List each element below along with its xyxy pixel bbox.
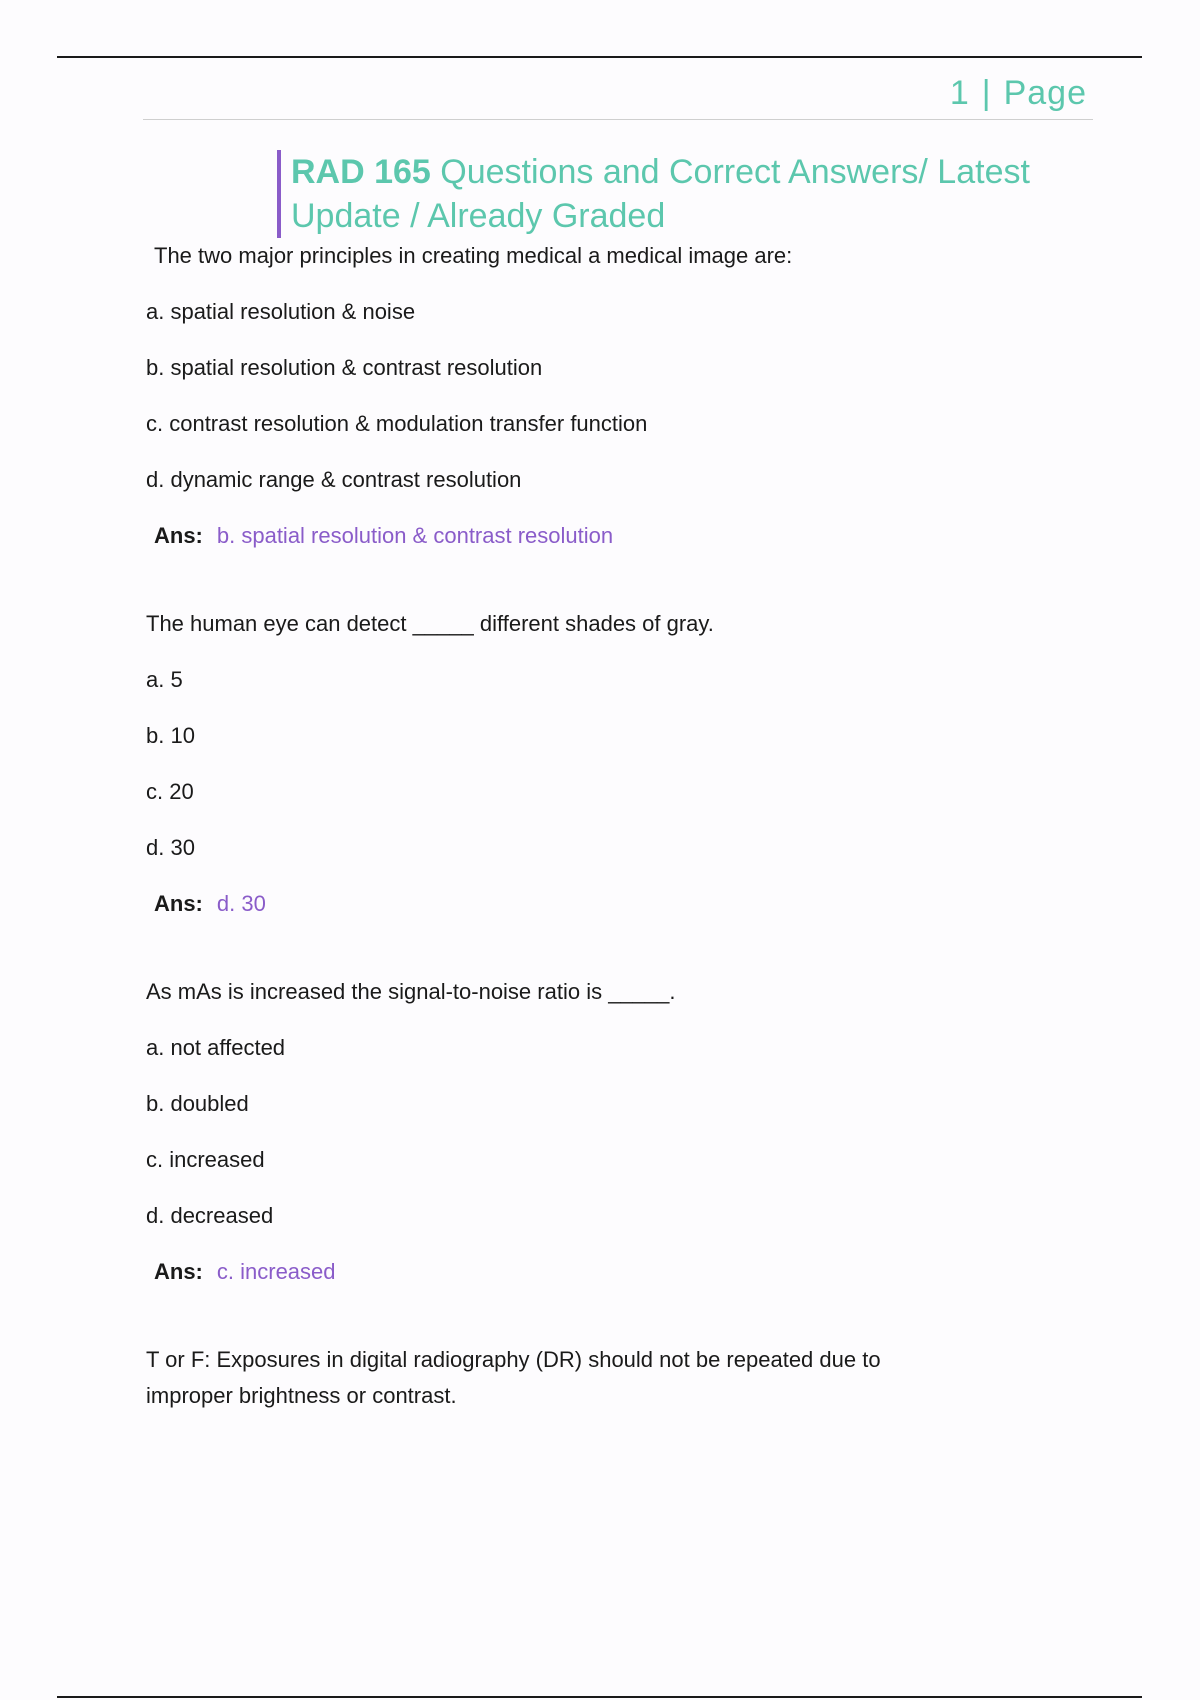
question-block-4 [146, 1342, 1056, 1414]
answer-label: Ans: [154, 891, 203, 916]
question-block-3 [146, 974, 1056, 1290]
question-text: The human eye can detect _____ different shades of gray. [146, 611, 714, 636]
bottom-rule [57, 1696, 1142, 1698]
answer-row [146, 886, 1056, 922]
spacer [146, 922, 1056, 974]
option-b: b. 10 [146, 723, 195, 748]
title-course-code: RAD 165 [291, 153, 431, 191]
header-rule [143, 119, 1093, 120]
option-c: c. contrast resolution & modulation transfer function [146, 411, 648, 436]
option-c: c. increased [146, 1147, 265, 1172]
title-rest: Questions and Correct Answers/ Latest [440, 153, 1030, 191]
answer-value: c. increased [216, 1259, 336, 1284]
page-number-value: 1 [949, 74, 970, 112]
question-text: The two major principles in creating medical a medical image are: [154, 243, 793, 268]
answer-label: Ans: [154, 1259, 203, 1284]
option-d: d. 30 [146, 835, 195, 860]
question-block-2 [146, 606, 1056, 922]
page-label: Page [1003, 74, 1087, 112]
option-a: a. 5 [146, 667, 183, 692]
top-rule [57, 56, 1142, 58]
spacer [146, 554, 1056, 606]
answer-value: b. spatial resolution & contrast resolution [216, 523, 614, 548]
spacer [146, 1290, 1056, 1342]
question-block-1 [146, 238, 1056, 554]
answer-value: d. 30 [216, 891, 266, 916]
option-a: a. spatial resolution & noise [146, 299, 416, 324]
option-c: c. 20 [146, 779, 194, 804]
title-line-1 [291, 150, 1121, 194]
answer-row [146, 1254, 1056, 1290]
option-b: b. spatial resolution & contrast resolution [146, 355, 543, 380]
question-text: As mAs is increased the signal-to-noise ratio is _____. [146, 979, 676, 1004]
question-text-line-1: T or F: Exposures in digital radiography (DR) should not be repeated due to [146, 1347, 881, 1372]
questions-content [146, 238, 1056, 1414]
option-a: a. not affected [146, 1035, 286, 1060]
document-title [277, 150, 1121, 238]
title-line-2: Update / Already Graded [291, 197, 666, 235]
page-number [950, 74, 1087, 113]
option-b: b. doubled [146, 1091, 249, 1116]
option-d: d. decreased [146, 1203, 274, 1228]
answer-label: Ans: [154, 523, 203, 548]
page-number-separator: | [981, 74, 992, 112]
answer-row [146, 518, 1056, 554]
question-text-line-2: improper brightness or contrast. [146, 1383, 457, 1408]
option-d: d. dynamic range & contrast resolution [146, 467, 522, 492]
